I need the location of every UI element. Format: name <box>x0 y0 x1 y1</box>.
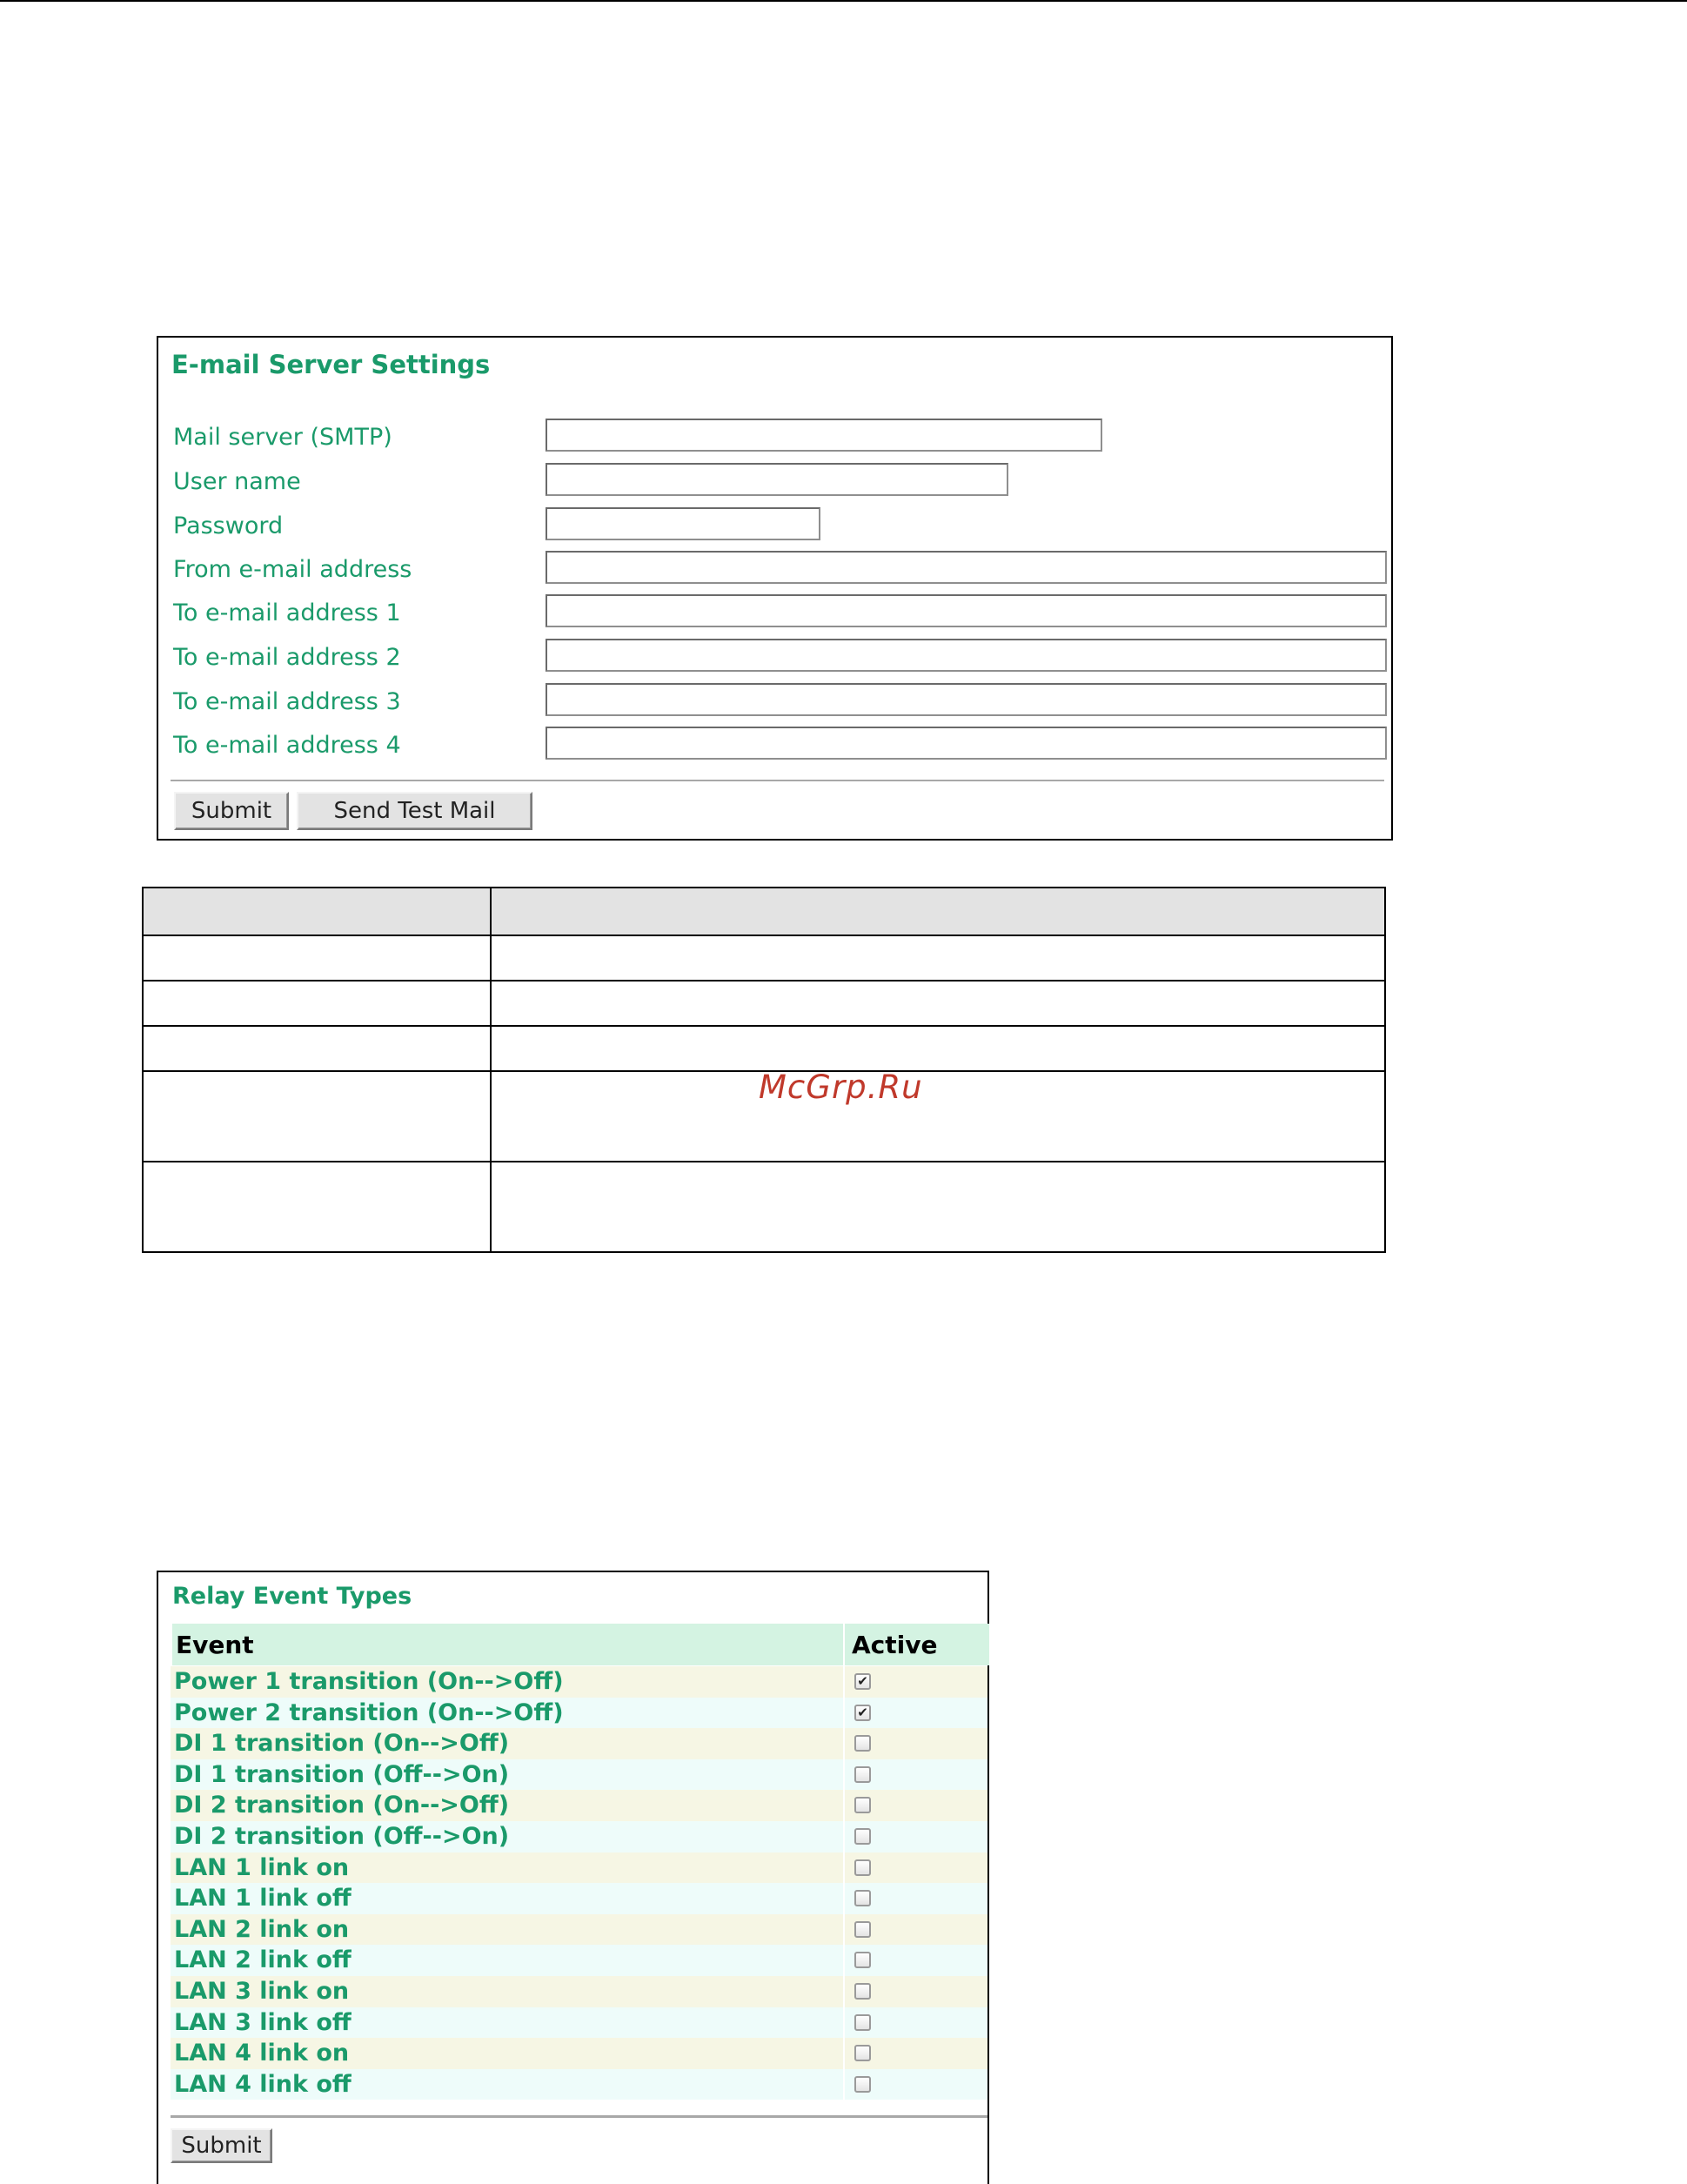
active-checkbox[interactable] <box>854 1983 871 2000</box>
user-name-input[interactable] <box>546 463 1008 496</box>
panel-divider <box>171 780 1384 781</box>
page-top-rule <box>0 0 1687 2</box>
table-cell <box>143 981 491 1026</box>
form-row-mail-server <box>158 419 1391 462</box>
relay-event-row <box>171 1883 987 1914</box>
form-row-to-address-3 <box>158 683 1391 727</box>
active-checkbox[interactable] <box>854 1890 871 1906</box>
field-label: User name <box>173 468 301 495</box>
relay-event-row <box>171 2069 987 2100</box>
password-input[interactable] <box>546 507 820 540</box>
active-checkbox[interactable] <box>854 1859 871 1876</box>
form-row-to-address-1 <box>158 594 1391 638</box>
active-checkbox[interactable] <box>854 2045 871 2061</box>
relay-event-label: DI 1 transition (Off-->On) <box>174 1760 510 1788</box>
table-row <box>143 1026 1385 1071</box>
relay-event-row <box>171 1914 987 1946</box>
to-email-4-input[interactable] <box>546 727 1387 760</box>
active-checkbox[interactable] <box>854 1952 871 1968</box>
table-row <box>143 1162 1385 1252</box>
active-checkbox[interactable] <box>854 2014 871 2031</box>
panel-title: E-mail Server Settings <box>171 350 491 379</box>
field-label: Password <box>173 513 284 539</box>
active-checkbox[interactable] <box>854 1921 871 1938</box>
table-cell <box>143 1162 491 1252</box>
table-cell <box>491 981 1385 1026</box>
column-header-active: Active <box>852 1631 938 1659</box>
to-email-3-input[interactable] <box>546 683 1387 716</box>
active-checkbox[interactable] <box>854 2076 871 2093</box>
active-checkbox[interactable] <box>854 1735 871 1752</box>
field-label: To e-mail address 3 <box>173 688 401 715</box>
table-cell <box>491 1071 1385 1162</box>
relay-event-label: LAN 3 link on <box>174 1978 350 2005</box>
relay-event-row <box>171 1821 987 1852</box>
relay-event-label: Power 1 transition (On-->Off) <box>174 1668 564 1695</box>
relay-event-label: LAN 4 link on <box>174 2040 350 2067</box>
panel-title: Relay Event Types <box>172 1583 412 1610</box>
relay-event-row <box>171 1852 987 1884</box>
table-row <box>143 935 1385 981</box>
field-label: To e-mail address 2 <box>173 644 401 671</box>
relay-event-label: DI 1 transition (On-->Off) <box>174 1730 510 1758</box>
relay-event-row <box>171 1728 987 1759</box>
table-cell <box>143 1071 491 1162</box>
relay-event-label: LAN 1 link off <box>174 1885 351 1913</box>
table-header-row <box>143 888 1385 935</box>
relay-divider <box>171 2115 987 2118</box>
relay-event-label: LAN 2 link on <box>174 1915 350 1943</box>
active-checkbox[interactable] <box>854 1797 871 1813</box>
form-row-to-address-2 <box>158 639 1391 682</box>
form-row-from-address <box>158 551 1391 594</box>
relay-event-label: LAN 4 link off <box>174 2070 351 2098</box>
table-header-cell <box>491 888 1385 935</box>
active-checkbox[interactable] <box>854 1828 871 1845</box>
send-test-mail-button[interactable]: Send Test Mail <box>297 792 532 830</box>
email-server-settings-panel <box>157 336 1393 841</box>
table-cell <box>143 935 491 981</box>
form-row-to-address-4 <box>158 727 1391 770</box>
to-email-2-input[interactable] <box>546 639 1387 672</box>
relay-event-label: LAN 2 link off <box>174 1946 351 1974</box>
relay-event-row <box>171 2007 987 2039</box>
submit-button[interactable]: Submit <box>174 792 289 830</box>
from-email-input[interactable] <box>546 551 1387 584</box>
relay-event-row <box>171 1976 987 2007</box>
table-row <box>143 981 1385 1026</box>
relay-event-row <box>171 2038 987 2069</box>
table-cell <box>143 1026 491 1071</box>
table-cell <box>491 935 1385 981</box>
form-row-user-name <box>158 463 1391 506</box>
mail-server-input[interactable] <box>546 419 1102 452</box>
relay-event-label: Power 2 transition (On-->Off) <box>174 1698 564 1726</box>
active-checkbox[interactable] <box>854 1766 871 1783</box>
field-label: To e-mail address 1 <box>173 600 401 626</box>
relay-event-row <box>171 1945 987 1976</box>
field-label: Mail server (SMTP) <box>173 424 392 451</box>
relay-submit-button[interactable]: Submit <box>171 2128 272 2163</box>
relay-event-row <box>171 1698 987 1729</box>
table-header-cell <box>143 888 491 935</box>
relay-event-label: LAN 1 link on <box>174 1853 350 1881</box>
active-checkbox[interactable]: ✔ <box>854 1673 871 1690</box>
relay-event-label: LAN 3 link off <box>174 2008 351 2036</box>
field-label: From e-mail address <box>173 556 412 583</box>
form-row-password <box>158 507 1391 551</box>
relay-event-label: DI 2 transition (Off-->On) <box>174 1823 510 1850</box>
relay-event-row <box>171 1666 987 1698</box>
table-cell <box>491 1162 1385 1252</box>
relay-event-row <box>171 1790 987 1821</box>
relay-event-label: DI 2 transition (On-->Off) <box>174 1792 510 1819</box>
relay-table-header <box>172 1624 989 1665</box>
table-cell <box>491 1026 1385 1071</box>
relay-event-row <box>171 1759 987 1791</box>
watermark: McGrp.Ru <box>759 1069 923 1106</box>
to-email-1-input[interactable] <box>546 594 1387 627</box>
column-header-event: Event <box>176 1631 254 1659</box>
active-checkbox[interactable]: ✔ <box>854 1705 871 1721</box>
column-separator <box>843 1622 845 2100</box>
field-label: To e-mail address 4 <box>173 732 401 759</box>
